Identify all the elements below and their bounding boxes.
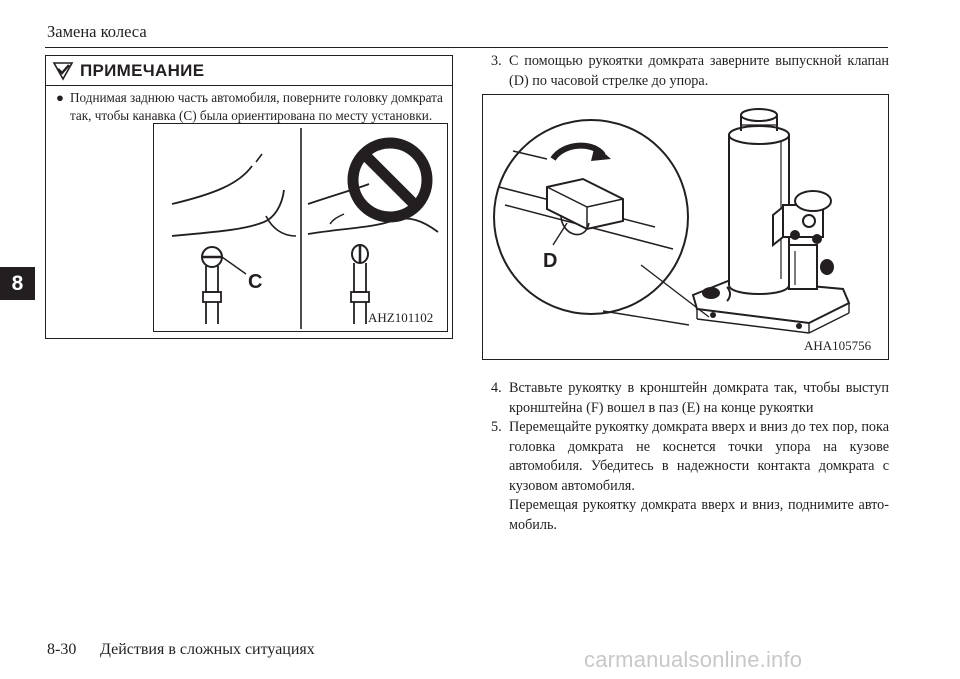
step-number: 5. xyxy=(491,419,502,435)
step-5 xyxy=(491,418,889,535)
footer-section-title: Действия в сложных ситуациях xyxy=(100,641,315,658)
figure-code: AHA105756 xyxy=(804,338,872,353)
jack-release-valve-figure xyxy=(482,94,889,360)
step-text-continuation: Перемещая рукоятку домкрата вверх и вниз, поднимите авто-мобиль. xyxy=(509,497,889,533)
callout-d-label: D xyxy=(543,250,558,272)
step-text: С помощью рукоятки домкрата заверните выпускной клапан (D) по часовой стрелке до упора. xyxy=(509,53,889,89)
watermark: carmanualsonline.info xyxy=(584,647,803,672)
step-number: 3. xyxy=(491,53,502,69)
figure-code: AHZ101102 xyxy=(368,310,434,325)
bullet-dot-icon: ● xyxy=(56,90,64,105)
note-bullet-line2: так, чтобы канавка (C) была ориентирована по месту установки. xyxy=(70,108,433,123)
step-number: 4. xyxy=(491,380,502,396)
step-4 xyxy=(491,379,889,418)
note-header xyxy=(52,59,204,83)
note-check-icon xyxy=(52,61,74,81)
note-heading: ПРИМЕЧАНИЕ xyxy=(80,61,205,80)
chapter-tab: 8 xyxy=(0,267,35,300)
note-bullet xyxy=(56,89,448,125)
step-text: Вставьте рукоятку в кронштейн домкрата так, чтобы выступ кронштейна (F) вошел в паз (E) на конце рукоятки xyxy=(509,380,889,416)
running-header-title: Замена колеса xyxy=(47,22,147,41)
note-bullet-line1: Поднимая заднюю часть автомобиля, поверните головку домкрата xyxy=(70,90,443,105)
step-3 xyxy=(491,52,889,91)
note-rule xyxy=(46,85,452,86)
note-box xyxy=(45,55,453,339)
callout-c-label: C xyxy=(248,271,263,293)
jack-head-illustration xyxy=(154,124,447,331)
bottle-jack-illustration xyxy=(483,95,888,359)
page-number: 8-30 xyxy=(47,641,77,658)
header-rule xyxy=(45,47,888,48)
step-text: Перемещайте рукоятку домкрата вверх и вниз до тех пор, пока головка домкрата не коснется точки упора на кузове автомобиля. Убедитесь в надежности контакта домкрата с кузовом автомобиля. xyxy=(509,419,889,494)
jack-head-orientation-figure xyxy=(153,123,448,332)
